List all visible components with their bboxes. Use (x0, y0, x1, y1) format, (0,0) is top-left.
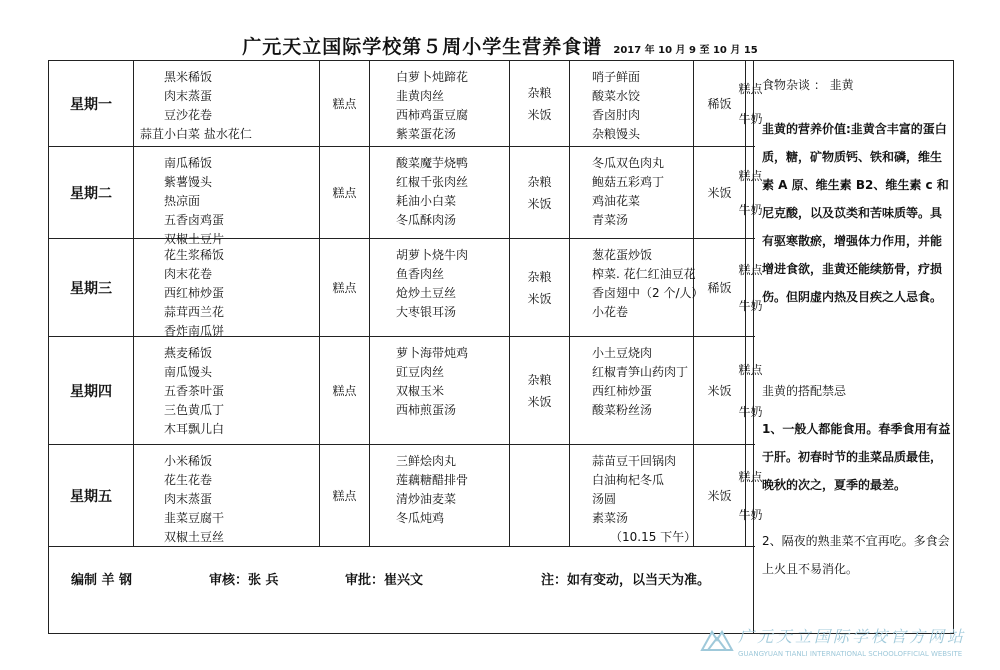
dinner-dish: 小花卷 (592, 305, 629, 319)
menu-title (0, 32, 1000, 59)
watermark-english: GUANGYUAN TIANLI INTERNATIONAL SCHOOLOFFICIAL WEBSITE (738, 650, 963, 658)
dinner-dish: 葱花蛋炒饭 (592, 248, 653, 262)
day-name: 星期五 (49, 445, 134, 546)
dinner-staple-cell: 米饭 (694, 445, 746, 546)
evening-snack-item: 糕点 (738, 363, 763, 378)
dinner-dish: 鸡油花菜 (592, 194, 641, 208)
lunch-dish: 冬瓜酥肉汤 (396, 213, 457, 227)
lunch-grain-item: 杂粮 (527, 85, 552, 100)
lunch-dish: 双椒玉米 (396, 384, 445, 398)
breakfast-dish: 热凉面 (164, 194, 201, 208)
lunch-dish: 炝炒土豆丝 (396, 286, 457, 300)
breakfast-dish: 西红柿炒蛋 (164, 286, 225, 300)
lunch-grain-item: 杂粮 (527, 174, 552, 189)
lunch-grain-item: 杂粮 (527, 372, 552, 387)
dinner-dish: 白油枸杞冬瓜 (592, 473, 665, 487)
lunch-dish: 耗油小白菜 (396, 194, 457, 208)
dinner-dish: 香卤翅中（2 个/人） (592, 286, 704, 300)
breakfast-dish: 五香茶叶蛋 (164, 384, 225, 398)
menu-date-range: 2017 年 10 月 9 至 10 月 15 (613, 45, 758, 56)
dinner-dish: 杂粮馒头 (592, 127, 641, 141)
lunch-cell (370, 239, 510, 336)
lunch-dish: 莲藕糖醋排骨 (396, 473, 469, 487)
dinner-dish: 素菜汤 (592, 511, 629, 525)
lunch-dish: 西柿煎蛋汤 (396, 403, 457, 417)
breakfast-dish: 五香卤鸡蛋 (164, 213, 225, 227)
breakfast-dish: 黑米稀饭 (164, 70, 213, 84)
menu-row (49, 445, 763, 547)
breakfast-dish: 小米稀饭 (164, 454, 213, 468)
lunch-dish: 胡萝卜烧牛肉 (396, 248, 469, 262)
lunch-grain-cell (510, 61, 570, 146)
lunch-grain-item: 杂粮 (527, 269, 552, 284)
breakfast-dish: 蒜苴小白菜 盐水花仁 (140, 127, 252, 141)
school-logo-icon (700, 628, 734, 658)
breakfast-dish: 三色黄瓜丁 (164, 403, 225, 417)
lunch-grain-item: 米饭 (527, 107, 552, 122)
dinner-staple-cell: 稀饭 (694, 239, 746, 336)
morning-snack-cell: 糕点 (320, 239, 370, 336)
lunch-dish: 豇豆肉丝 (396, 365, 445, 379)
lunch-dish: 白萝卜炖蹄花 (396, 70, 469, 84)
evening-snack-item: 牛奶 (738, 508, 763, 523)
breakfast-dish: 木耳飘儿白 (164, 422, 225, 436)
lunch-dish: 红椒千张肉丝 (396, 175, 469, 189)
lunch-dish: 三鲜烩肉丸 (396, 454, 457, 468)
lunch-dish: 韭黄肉丝 (396, 89, 445, 103)
dinner-dish: 哨子鲜面 (592, 70, 641, 84)
breakfast-dish: 双椒土豆片 (164, 232, 225, 246)
evening-snack-item: 牛奶 (738, 202, 763, 217)
dinner-dish: 蒜苗豆干回锅肉 (592, 454, 677, 468)
food-talk-nutrition: 韭黄的营养价值:韭黄含丰富的蛋白质，糖，矿物质钙、铁和磷，维生素 A 原、维生素 B2、维生素 c 和尼克酸，以及苡类和苦味质等。具有驱寒散瘀，增强体力作用，并能增进食欲，韭黄还能续筋骨，疗损伤。但阴虚内热及目疾之人忌食。 (762, 122, 949, 304)
lunch-grain-item: 米饭 (527, 196, 552, 211)
lunch-grain-item: 米饭 (527, 394, 552, 409)
breakfast-cell (134, 445, 320, 546)
evening-snack-item: 糕点 (738, 262, 763, 277)
evening-snack-item: 牛奶 (738, 112, 763, 127)
footer-editor: 编制 羊 钢 (71, 573, 133, 588)
dinner-dish: 冬瓜双色肉丸 (592, 156, 665, 170)
lunch-dish: 紫菜蛋花汤 (396, 127, 457, 141)
menu-row (49, 239, 763, 338)
footer-approver: 审批：崔兴文 (345, 573, 424, 588)
breakfast-dish: 花生花卷 (164, 473, 213, 487)
menu-row (49, 337, 763, 445)
food-talk-panel (754, 60, 954, 634)
lunch-grain-cell (510, 445, 570, 546)
food-talk-item-2: 2、隔夜的熟韭菜不宜再吃。多食会上火且不易消化。 (762, 534, 950, 576)
evening-snack-item: 牛奶 (738, 299, 763, 314)
dinner-dish: 红椒青笋山药肉丁 (592, 365, 689, 379)
watermark-chinese: 广元天立国际学校官方网站 (738, 627, 967, 646)
breakfast-dish: 香炸南瓜饼 (164, 324, 225, 338)
lunch-grain-cell (510, 147, 570, 238)
menu-footer (49, 547, 755, 633)
dinner-dish: 汤圆 (592, 492, 617, 506)
day-name: 星期三 (49, 239, 134, 336)
lunch-cell (370, 337, 510, 444)
dinner-dish: 西红柿炒蛋 (592, 384, 653, 398)
lunch-dish: 清炒油麦菜 (396, 492, 457, 506)
school-watermark (700, 622, 992, 666)
lunch-dish: 西柿鸡蛋豆腐 (396, 108, 469, 122)
menu-title-text: 广元天立国际学校第５周小学生营养食谱 (242, 36, 603, 58)
evening-snack-item: 糕点 (738, 469, 763, 484)
dinner-dish: （10.15 下午） (610, 530, 697, 544)
dinner-cell (570, 445, 697, 546)
breakfast-dish: 花生浆稀饭 (164, 248, 225, 262)
lunch-grain-cell (510, 239, 570, 336)
breakfast-dish: 南瓜稀饭 (164, 156, 213, 170)
morning-snack-cell: 糕点 (320, 61, 370, 146)
breakfast-dish: 紫薯馒头 (164, 175, 213, 189)
lunch-cell (370, 445, 510, 546)
dinner-staple-cell: 米饭 (694, 337, 746, 444)
menu-row (49, 61, 763, 147)
lunch-dish: 萝卜海带炖鸡 (396, 346, 469, 360)
lunch-dish: 冬瓜炖鸡 (396, 511, 445, 525)
breakfast-dish: 南瓜馒头 (164, 365, 213, 379)
breakfast-dish: 肉末蒸蛋 (164, 89, 213, 103)
day-name: 星期四 (49, 337, 134, 444)
evening-snack-item: 牛奶 (738, 404, 763, 419)
dinner-dish: 青菜汤 (592, 213, 629, 227)
menu-row (49, 147, 763, 246)
dinner-cell (570, 61, 694, 146)
dinner-staple-cell: 米饭 (694, 147, 746, 238)
breakfast-dish: 燕麦稀饭 (164, 346, 213, 360)
lunch-cell (370, 61, 510, 146)
lunch-dish: 酸菜魔芋烧鸭 (396, 156, 469, 170)
footer-note: 注：如有变动，以当天为准。 (541, 573, 711, 588)
menu-table (48, 60, 763, 634)
evening-snack-item: 糕点 (738, 169, 763, 184)
morning-snack-cell: 糕点 (320, 147, 370, 238)
dinner-dish: 酸菜粉丝汤 (592, 403, 653, 417)
breakfast-dish: 双椒土豆丝 (164, 530, 225, 544)
morning-snack-cell: 糕点 (320, 445, 370, 546)
breakfast-cell (134, 147, 320, 246)
lunch-cell (370, 147, 510, 238)
day-name: 星期一 (49, 61, 134, 146)
breakfast-dish: 豆沙花卷 (164, 108, 213, 122)
breakfast-cell (134, 61, 320, 146)
footer-reviewer: 审核：张 兵 (209, 573, 279, 588)
lunch-grain-item: 米饭 (527, 291, 552, 306)
breakfast-cell (134, 337, 320, 444)
food-talk-pairing-title: 韭黄的搭配禁忌 (762, 384, 847, 398)
morning-snack-cell: 糕点 (320, 337, 370, 444)
breakfast-dish: 蒜茸西兰花 (164, 305, 225, 319)
food-talk-item-1: 1、一般人都能食用。春季食用有益于肝。初春时节的韭菜品质最佳，晚秋的次之，夏季的最差。 (762, 422, 951, 492)
dinner-cell (570, 337, 694, 444)
lunch-grain-cell (510, 337, 570, 444)
dinner-cell (570, 147, 694, 238)
day-name: 星期二 (49, 147, 134, 238)
breakfast-dish: 肉末花卷 (164, 267, 213, 281)
breakfast-dish: 韭菜豆腐干 (164, 511, 225, 525)
dinner-dish: 小土豆烧肉 (592, 346, 653, 360)
dinner-dish: 鲍菇五彩鸡丁 (592, 175, 665, 189)
dinner-dish: 酸菜水饺 (592, 89, 641, 103)
lunch-dish: 鱼香肉丝 (396, 267, 445, 281)
lunch-dish: 大枣银耳汤 (396, 305, 457, 319)
dinner-staple-cell: 稀饭 (694, 61, 746, 146)
dinner-cell (570, 239, 704, 336)
food-talk-heading: 食物杂谈 ： 韭黄 (762, 78, 854, 92)
breakfast-cell (134, 239, 320, 336)
dinner-dish: 香卤肘肉 (592, 108, 641, 122)
dinner-dish: 榨菜. 花仁红油豆花 (592, 267, 696, 281)
evening-snack-item: 糕点 (738, 81, 763, 96)
breakfast-dish: 肉末蒸蛋 (164, 492, 213, 506)
